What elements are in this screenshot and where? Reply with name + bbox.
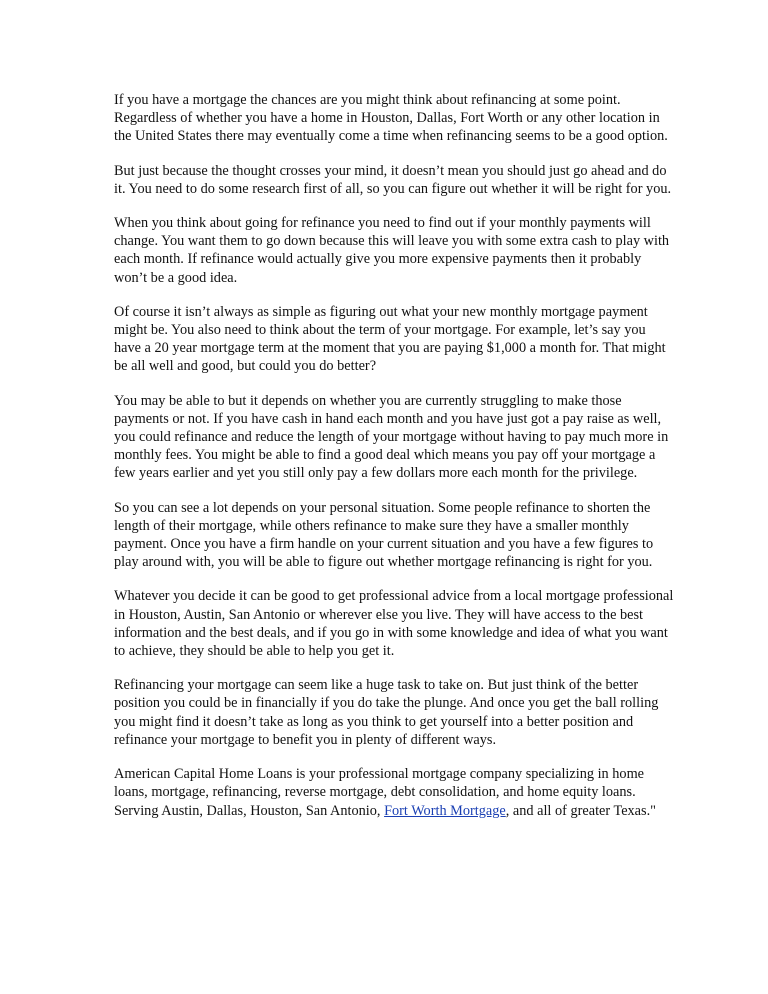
paragraph-6: So you can see a lot depends on your personal situation. Some people refinance to shorten the length of their mortgage, while others refinance to make sure they have a smaller monthly payment. Once you have a firm handle on your current situation and you have a few figures to play around with, you will be able to figure out whether mortgage refinancing is right for you. [114,499,654,571]
closing-paragraph [114,765,674,820]
fort-worth-mortgage-link[interactable]: Fort Worth Mortgage [384,802,506,819]
paragraph-5: You may be able to but it depends on whether you are currently struggling to make those payments or not. If you have cash in hand each month and you have just got a pay raise as well, you could refinance and reduce the length of your mortgage without having to pay much more in monthly fees. You might be able to find a good deal which means you pay off your mortgage a few years earlier and yet you still only pay a few dollars more each month for the privilege. [114,392,669,482]
paragraph-3: When you think about going for refinance you need to find out if your monthly payments will change. You want them to go down because this will leave you with some extra cash to play with each month. If refinance would actually give you more expensive payments then it probably won’t be a good idea. [114,215,670,286]
paragraph-4: Of course it isn’t always as simple as figuring out what your new monthly mortgage payment might be. You also need to think about the term of your mortgage. For example, let’s say you have a 20 year mortgage term at the moment that you are paying $1,000 a month for. That might be all well and good, but could you do better? [114,303,666,375]
paragraph-2: But just because the thought crosses your mind, it doesn’t mean you should just go ahead and do it. You need to do some research first of all, so you can figure out whether it will be right for you. [114,162,672,197]
paragraph-1: If you have a mortgage the chances are you might think about refinancing at some point. Regardless of whether you have a home in Houston, Dallas, Fort Worth or any other location in the United States there may eventually come a time when refinancing seems to be a good option. [114,92,668,145]
document-body [114,91,674,836]
closing-text-before-link: American Capital Home Loans is your professional mortgage company specializing in home loans, mortgage, refinancing, reverse mortgage, debt consolidation, and home equity loans. Serving Austin, Dallas, Houston, San Antonio, [114,766,645,819]
paragraph-8: Refinancing your mortgage can seem like a huge task to take on. But just think of the better position you could be in financially if you do take the plunge. And once you get the ball rolling you might find it doesn’t take as long as you think to get yourself into a better position and refinance your mortgage to benefit you in plenty of different ways. [114,677,659,748]
closing-text-after-link: , and all of greater Texas." [505,802,657,819]
paragraph-7: Whatever you decide it can be good to get professional advice from a local mortgage professional in Houston, Austin, San Antonio or wherever else you live. They will have access to the best information and the best deals, and if you go in with some knowledge and idea of what you want to achieve, they should be able to help you get it. [114,588,674,660]
